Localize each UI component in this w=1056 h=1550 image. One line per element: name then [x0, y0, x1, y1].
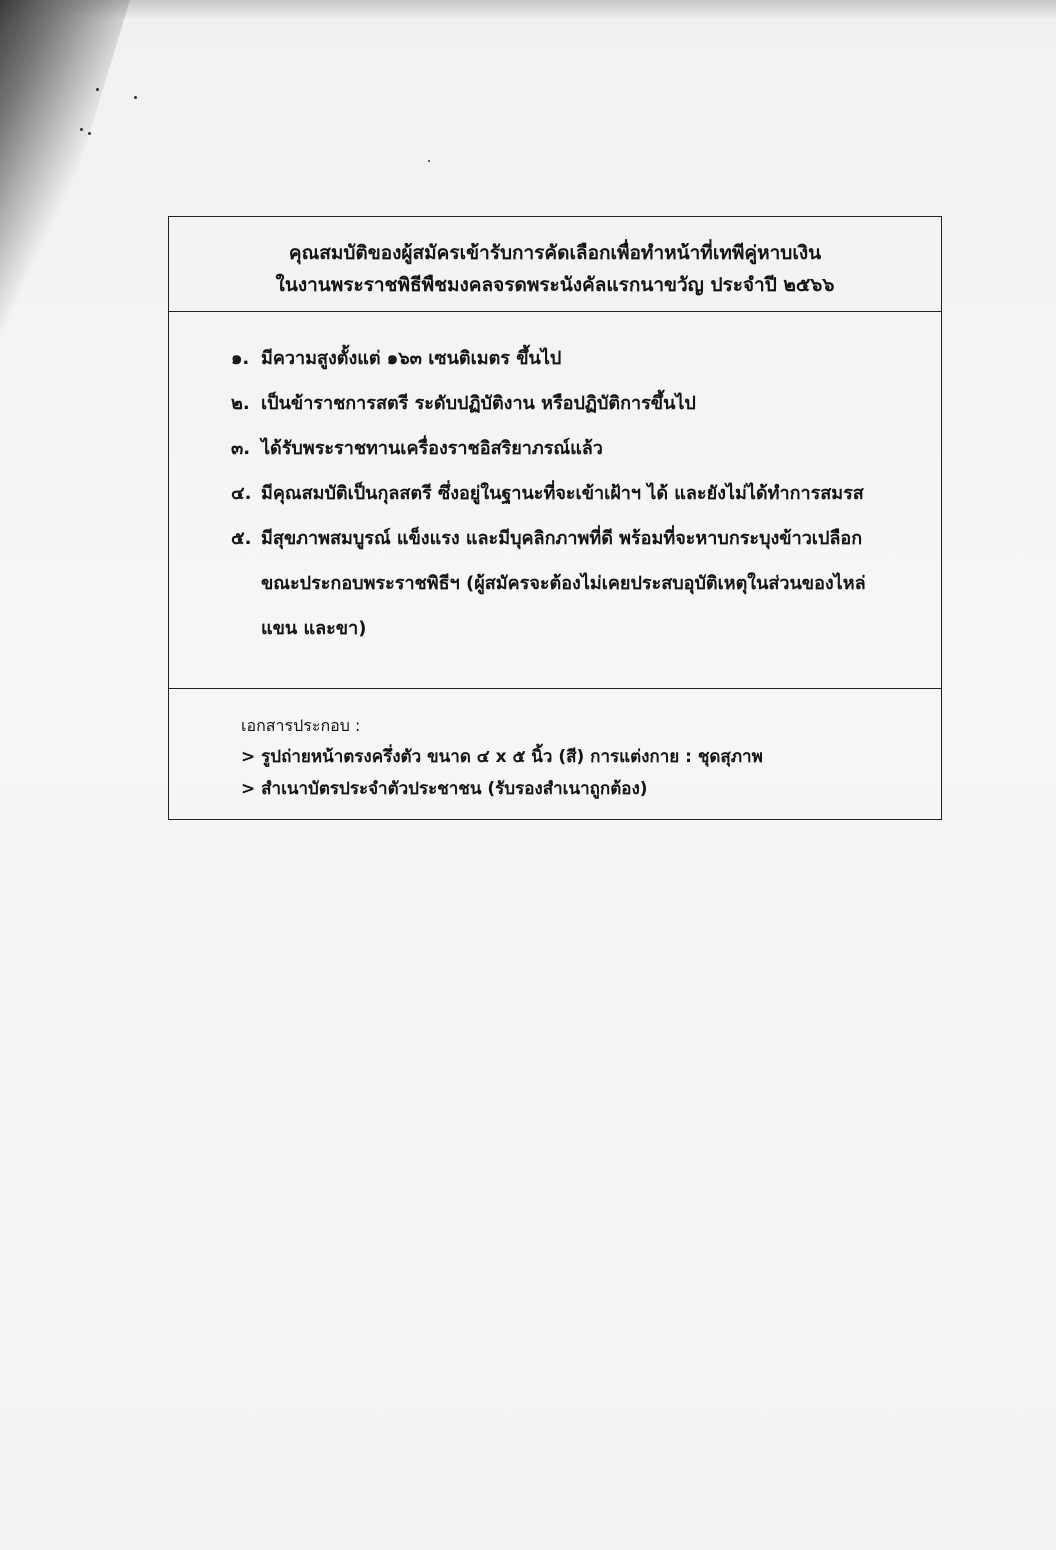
qualification-item	[169, 381, 941, 426]
qualification-number: ๑.	[231, 348, 250, 369]
qualification-item	[169, 516, 941, 651]
qualification-text: มีสุขภาพสมบูรณ์ แข็งแรง และมีบุคลิกภาพที่ดี พร้อมที่จะหาบกระบุงข้าวเปลือก	[261, 528, 863, 549]
qualification-number: ๓.	[231, 438, 251, 459]
dust-speck	[80, 128, 83, 131]
corner-shadow	[0, 0, 130, 430]
qualification-text-continuation: แขน และขา)	[261, 618, 367, 639]
top-edge-shadow	[0, 0, 1056, 20]
document-item: > รูปถ่ายหน้าตรงครึ่งตัว ขนาด ๔ x ๕ นิ้ว (สี) การแต่งกาย : ชุดสุภาพ	[241, 747, 763, 767]
qualifications-list	[169, 312, 941, 689]
qualification-number: ๔.	[231, 483, 252, 504]
qualification-text-continuation: ขณะประกอบพระราชพิธีฯ (ผู้สมัครจะต้องไม่เคยประสบอุบัติเหตุในส่วนของไหล่	[261, 573, 866, 594]
dust-speck	[134, 96, 137, 99]
qualification-box	[168, 216, 942, 820]
qualification-text: ได้รับพระราชทานเครื่องราชอิสริยาภรณ์แล้ว	[261, 438, 603, 459]
qualification-number: ๒.	[231, 393, 250, 414]
header-title-line-1: คุณสมบัติของผู้สมัครเข้ารับการคัดเลือกเพื่อทำหน้าที่เทพีคู่หาบเงิน	[288, 242, 822, 264]
document-item: > สำเนาบัตรประจำตัวประชาชน (รับรองสำเนาถูกต้อง)	[241, 779, 648, 799]
qualification-item	[169, 336, 941, 381]
dust-speck	[96, 88, 99, 91]
dust-speck	[88, 132, 91, 135]
box-header	[169, 217, 941, 312]
dust-speck	[428, 160, 430, 162]
header-title-line-2: ในงานพระราชพิธีพืชมงคลจรดพระนังคัลแรกนาขวัญ ประจำปี ๒๕๖๖	[275, 274, 835, 296]
qualification-text: มีคุณสมบัติเป็นกุลสตรี ซึ่งอยู่ในฐานะที่จะเข้าเฝ้าฯ ได้ และยังไม่ได้ทำการสมรส	[261, 483, 864, 504]
qualification-text: มีความสูงตั้งแต่ ๑๖๓ เซนติเมตร ขึ้นไป	[261, 348, 562, 369]
qualification-number: ๕.	[231, 528, 252, 549]
qualification-item	[169, 471, 941, 516]
qualification-item	[169, 426, 941, 471]
documents-title: เอกสารประกอบ :	[241, 716, 361, 735]
qualification-text: เป็นข้าราชการสตรี ระดับปฏิบัติงาน หรือปฏิบัติการขึ้นไป	[261, 393, 696, 414]
documents-section	[169, 689, 941, 805]
